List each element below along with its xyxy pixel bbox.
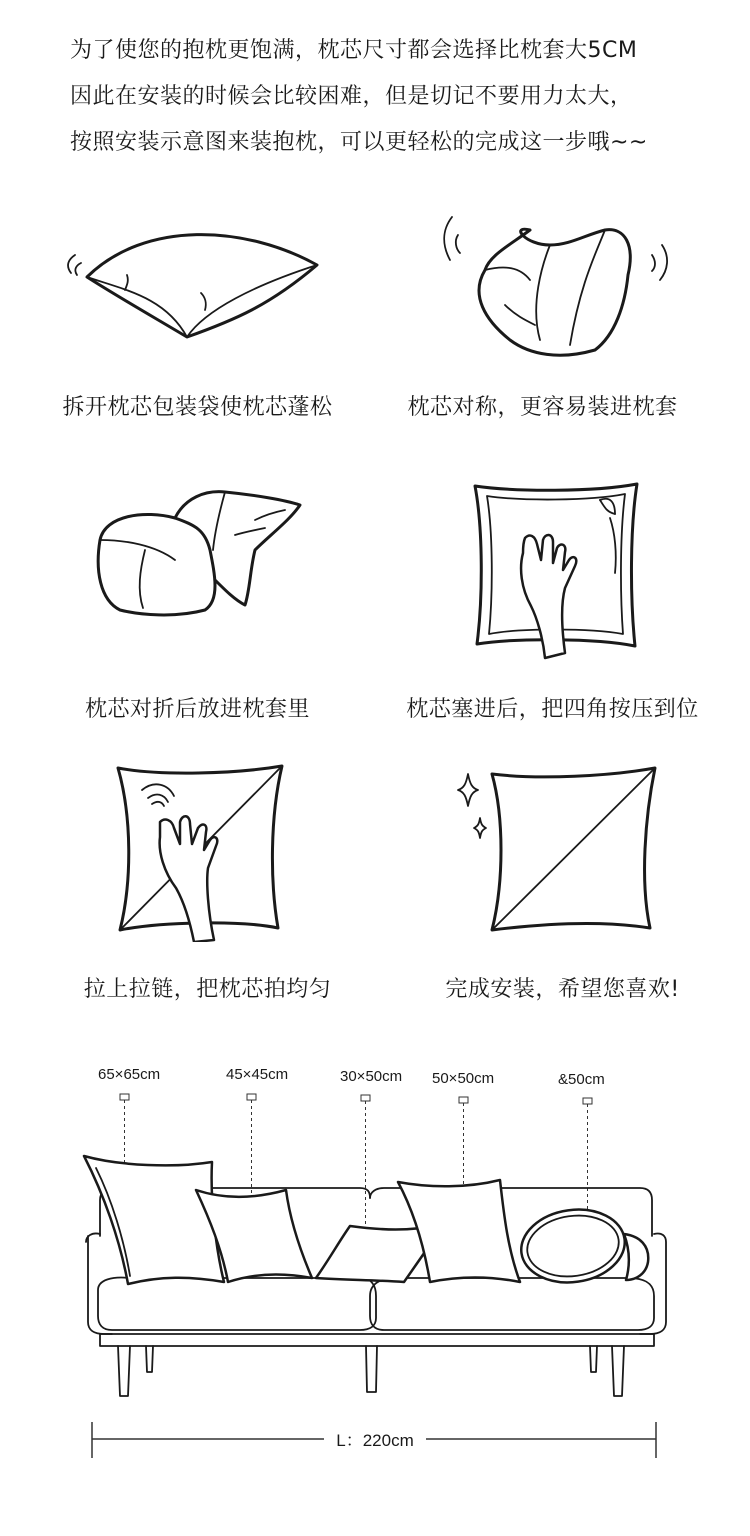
- insert-pillow-icon: [85, 480, 315, 630]
- sofa-illustration: [0, 1060, 750, 1400]
- step-6-caption: 完成安装，希望您喜欢!: [445, 977, 680, 1002]
- sofa-length-label: [0, 1426, 750, 1451]
- size-label-round: &50cm: [558, 1071, 605, 1088]
- step-5-caption: 拉上拉链，把枕芯拍均匀: [83, 977, 332, 1002]
- fold-pillow-icon: [430, 205, 680, 365]
- step-2-caption: 枕芯对称，更容易装进枕套: [407, 395, 678, 420]
- intro-line-3: 按照安装示意图来装抱枕，可以更轻松的完成这一步哦~~: [70, 130, 648, 155]
- size-label-30x50: 30×50cm: [340, 1068, 403, 1085]
- sofa-length-text: L：220cm: [324, 1431, 425, 1450]
- zip-pat-icon: [110, 762, 290, 942]
- press-corners-icon: [465, 478, 645, 668]
- intro-line-2: 因此在安装的时候会比较困难，但是切记不要用力太大，: [70, 84, 633, 109]
- step-4-caption: 枕芯塞进后，把四角按压到位: [406, 697, 699, 722]
- step-3-caption: 枕芯对折后放进枕套里: [84, 697, 310, 722]
- size-label-50x50: 50×50cm: [432, 1070, 495, 1087]
- intro-text: [70, 28, 730, 166]
- finished-pillow-icon: [450, 762, 670, 942]
- size-label-45x45: 45×45cm: [226, 1066, 289, 1083]
- intro-line-1: 为了使您的抱枕更饱满，枕芯尺寸都会选择比枕套大5CM: [70, 38, 638, 63]
- size-label-65x65: 65×65cm: [98, 1066, 161, 1083]
- fluff-pillow-icon: [55, 215, 335, 355]
- step-1-caption: 拆开枕芯包装袋使枕芯蓬松: [62, 395, 333, 420]
